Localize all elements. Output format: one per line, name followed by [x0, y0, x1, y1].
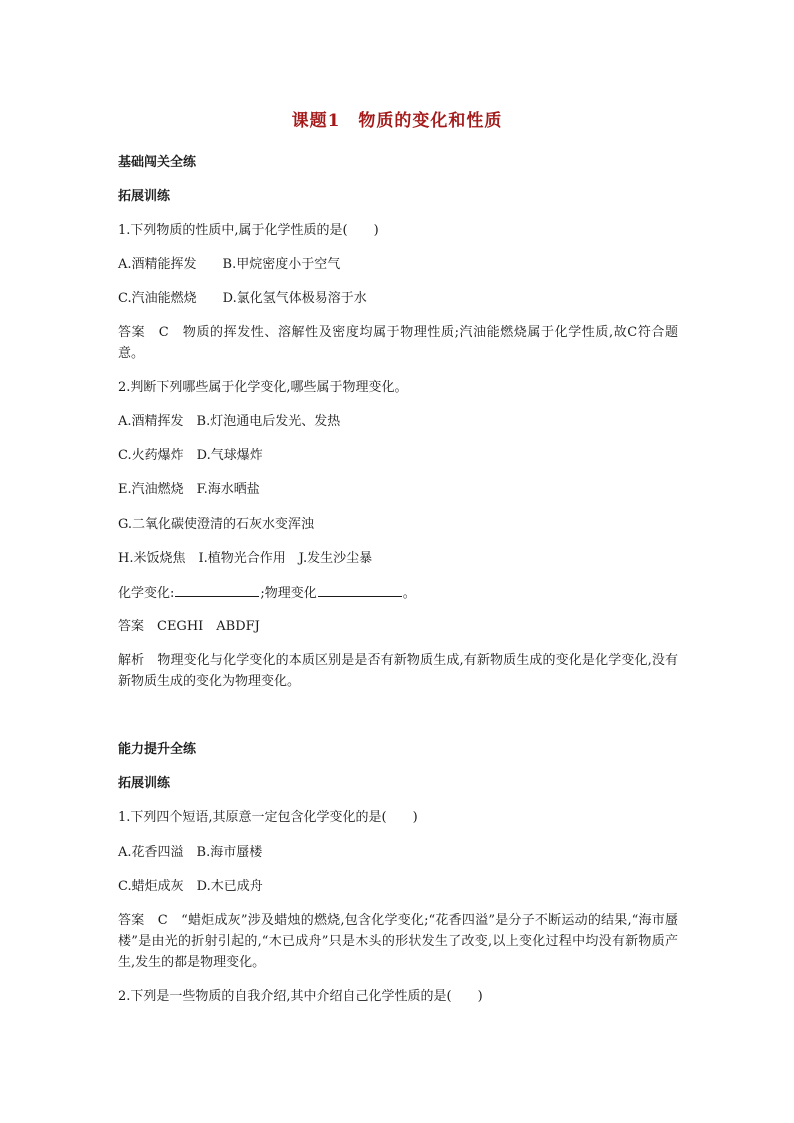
- question-options: A.酒精挥发 B.灯泡通电后发光、发热: [118, 414, 341, 429]
- question-options: C.汽油能燃烧 D.氯化氢气体极易溶于水: [118, 291, 367, 306]
- question-options: C.蜡炬成灰 D.木已成舟: [118, 879, 263, 894]
- answer-text: 答案 C 物质的挥发性、溶解性及密度均属于物理性质;汽油能燃烧属于化学性质,故C符合题意。: [118, 325, 678, 361]
- fill-in-line: [118, 582, 678, 604]
- fill-end: 。: [402, 586, 416, 601]
- fill-label-chemical: 化学变化:: [118, 586, 175, 601]
- question-options: H.米饭烧焦 I.植物光合作用 J.发生沙尘暴: [118, 551, 373, 566]
- page-title: 课题1 物质的变化和性质: [291, 111, 503, 131]
- fill-label-physical: ;物理变化: [260, 586, 317, 601]
- question-options: C.火药爆炸 D.气球爆炸: [118, 448, 263, 463]
- question-stem: 2.判断下列哪些属于化学变化,哪些属于物理变化。: [118, 380, 408, 395]
- section-heading-advanced: 能力提升全练: [118, 742, 197, 757]
- analysis-text: 解析 物理变化与化学变化的本质区别是是否有新物质生成,有新物质生成的变化是化学变化,没有新物质生成的变化为物理变化。: [118, 653, 678, 689]
- subheading-extension: 拓展训练: [118, 776, 171, 791]
- question-options: G.二氧化碳使澄清的石灰水变浑浊: [118, 517, 315, 532]
- answer-text: 答案 CEGHI ABDFJ: [118, 619, 260, 634]
- answer-blank[interactable]: [175, 582, 259, 597]
- question-stem: 1.下列四个短语,其原意一定包含化学变化的是( ): [118, 810, 418, 825]
- question-options: E.汽油燃烧 F.海水晒盐: [118, 482, 260, 497]
- question-stem: 2.下列是一些物质的自我介绍,其中介绍自己化学性质的是( ): [118, 989, 483, 1004]
- question-stem: 1.下列物质的性质中,属于化学性质的是( ): [118, 223, 379, 238]
- answer-blank[interactable]: [318, 582, 402, 597]
- question-options: A.酒精能挥发 B.甲烷密度小于空气: [118, 257, 341, 272]
- section-heading-basic: 基础闯关全练: [118, 155, 197, 170]
- question-options: A.花香四溢 B.海市蜃楼: [118, 845, 263, 860]
- subheading-extension: 拓展训练: [118, 189, 171, 204]
- answer-text: 答案 C “蜡炬成灰”涉及蜡烛的燃烧,包含化学变化;“花香四溢”是分子不断运动的结果,“海市蜃楼”是由光的折射引起的,“木已成舟”只是木头的形状发生了改变,以上变化过程中均没有新物质产生,发生的都是物理变化。: [118, 913, 678, 970]
